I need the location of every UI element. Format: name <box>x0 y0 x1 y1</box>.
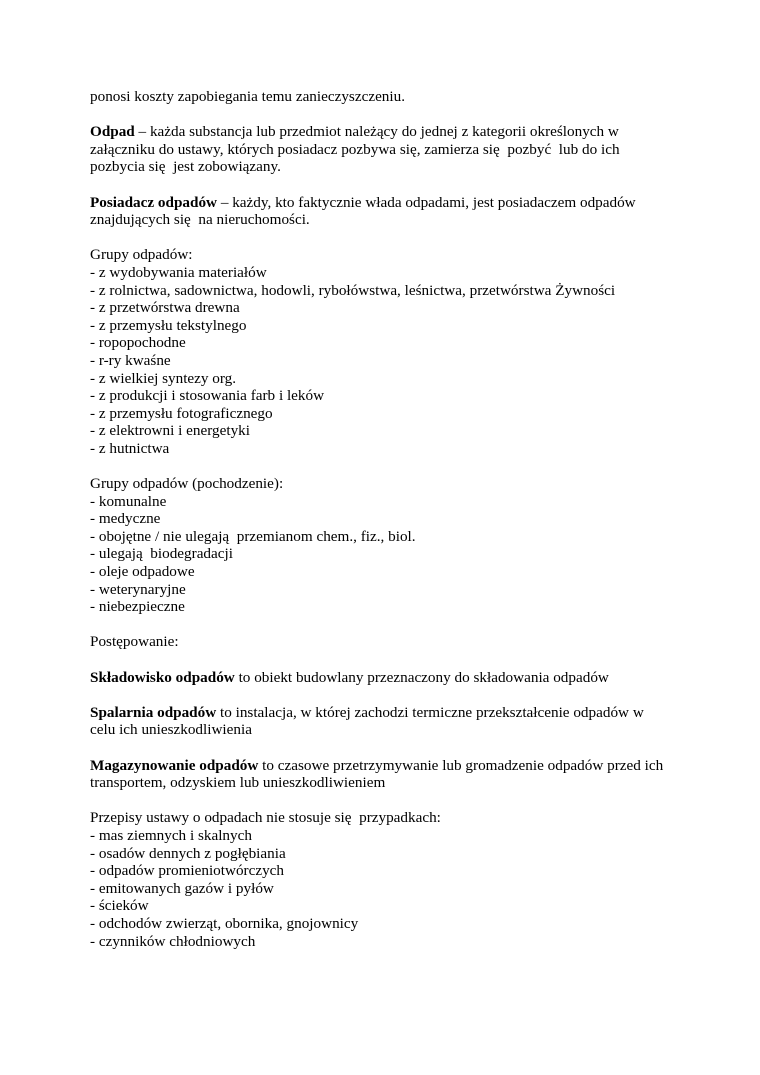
list-item: - z rolnictwa, sadownictwa, hodowli, rybołówstwa, leśnictwa, przetwórstwa Żywności <box>90 281 616 299</box>
term-spalarnia: Spalarnia odpadów <box>90 703 217 721</box>
definition-odpad-text: – każda substancja lub przedmiot należący do jednej z kategorii określonych w <box>134 123 619 141</box>
list-item: - emitowanych gazów i pyłów <box>90 879 274 897</box>
list-item: - oleje odpadowe <box>90 563 195 581</box>
list-item: - z przemysłu fotograficznego <box>90 404 273 422</box>
list-item: - komunalne <box>90 492 167 510</box>
definition-posiadacz-line2: znajdujących się na nieruchomości. <box>90 211 310 229</box>
waste-origin-heading: Grupy odpadów (pochodzenie): <box>90 475 284 493</box>
definition-posiadacz-text: – każdy, kto faktycznie włada odpadami, jest posiadaczem odpadów <box>217 193 636 211</box>
definition-odpad <box>90 123 690 176</box>
facility-magazynowanie-text: to czasowe przetrzymywanie lub gromadzenie odpadów przed ich <box>258 756 664 774</box>
definition-posiadacz <box>90 194 690 229</box>
list-item: - ropopochodne <box>90 334 186 352</box>
document-body <box>90 88 690 950</box>
facility-magazynowanie-line2: transportem, odzyskiem lub unieszkodliwieniem <box>90 774 386 792</box>
term-posiadacz: Posiadacz odpadów <box>90 193 218 211</box>
intro-line: ponosi koszty zapobiegania temu zanieczyszczeniu. <box>90 88 406 105</box>
facility-skladowisko <box>90 669 690 687</box>
procedure-heading: Postępowanie: <box>90 633 179 651</box>
list-item: - mas ziemnych i skalnych <box>90 826 252 844</box>
term-skladowisko: Składowisko odpadów <box>90 668 235 686</box>
term-odpad: Odpad <box>90 123 135 141</box>
list-item: - z wydobywania materiałów <box>90 263 267 281</box>
list-item: - z hutnictwa <box>90 439 170 457</box>
list-item: - ulegają biodegradacji <box>90 545 233 563</box>
definition-odpad-line2: załączniku do ustawy, których posiadacz pozbywa się, zamierza się pozbyć lub do ich <box>90 140 620 158</box>
facility-spalarnia-text: to instalacja, w której zachodzi termiczne przekształcenie odpadów w <box>216 703 644 721</box>
list-item: - z elektrowni i energetyki <box>90 422 250 440</box>
list-item: - z przemysłu tekstylnego <box>90 316 247 334</box>
list-item: - niebezpieczne <box>90 598 185 616</box>
exclusions-heading: Przepisy ustawy o odpadach nie stosuje się przypadkach: <box>90 809 441 827</box>
facility-spalarnia <box>90 704 690 739</box>
waste-groups-heading: Grupy odpadów: <box>90 246 193 264</box>
list-item: - medyczne <box>90 510 161 528</box>
term-magazynowanie: Magazynowanie odpadów <box>90 756 259 774</box>
list-item: - r-ry kwaśne <box>90 351 171 369</box>
list-item: - obojętne / nie ulegają przemianom chem., fiz., biol. <box>90 527 416 545</box>
waste-origin-list <box>90 493 690 616</box>
waste-groups-list <box>90 264 690 458</box>
list-item: - ścieków <box>90 897 149 915</box>
list-item: - osadów dennych z pogłębiania <box>90 844 286 862</box>
list-item: - weterynaryjne <box>90 580 186 598</box>
facility-spalarnia-line2: celu ich unieszkodliwienia <box>90 721 252 739</box>
list-item: - odpadów promieniotwórczych <box>90 862 285 880</box>
list-item: - z produkcji i stosowania farb i leków <box>90 387 325 405</box>
facility-skladowisko-text: to obiekt budowlany przeznaczony do składowania odpadów <box>234 668 609 686</box>
list-item: - czynników chłodniowych <box>90 932 256 950</box>
exclusions-section <box>90 809 690 950</box>
facility-magazynowanie <box>90 757 690 792</box>
list-item: - odchodów zwierząt, obornika, gnojownicy <box>90 914 359 932</box>
waste-groups-section <box>90 246 690 457</box>
list-item: - z przetwórstwa drewna <box>90 299 240 317</box>
list-item: - z wielkiej syntezy org. <box>90 369 237 387</box>
waste-origin-section <box>90 475 690 616</box>
definition-odpad-line3: pozbycia się jest zobowiązany. <box>90 158 281 176</box>
exclusions-list <box>90 827 690 950</box>
